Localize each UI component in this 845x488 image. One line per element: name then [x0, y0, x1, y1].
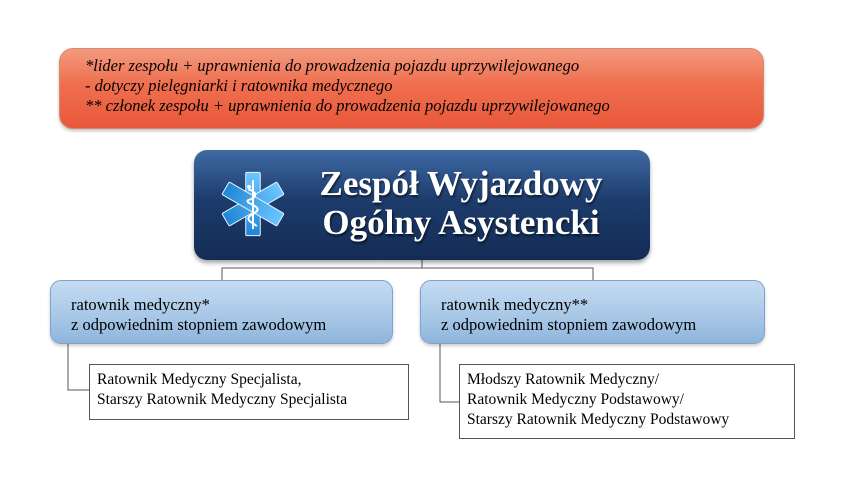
- ranks-box-leader: [89, 364, 409, 420]
- role-box-member: [420, 280, 765, 344]
- rank-item: Starszy Ratownik Medyczny Specjalista: [97, 391, 348, 408]
- star-of-life-icon: [220, 171, 286, 237]
- team-title-line-2: Ogólny Asystencki: [322, 203, 600, 242]
- team-title: [296, 164, 626, 242]
- role-box-leader: [50, 280, 393, 344]
- rank-item: Młodszy Ratownik Medyczny/: [467, 371, 660, 388]
- role-leader-subtitle: z odpowiednim stopniem zawodowym: [71, 315, 327, 334]
- footnote-line-3: ** członek zespołu + uprawnienia do prowadzenia pojazdu uprzywilejowanego: [85, 96, 610, 115]
- footnote-line-2: - dotyczy pielęgniarki i ratownika medycznego: [85, 76, 393, 95]
- role-member-title: ratownik medyczny**: [441, 295, 589, 314]
- role-member-subtitle: z odpowiednim stopniem zawodowym: [441, 315, 697, 334]
- team-title-box: [194, 150, 650, 260]
- ranks-box-member: [459, 364, 795, 439]
- role-leader-title: ratownik medyczny*: [71, 295, 210, 314]
- footnote-banner: [59, 48, 764, 129]
- rank-item: Ratownik Medyczny Podstawowy/: [467, 391, 684, 408]
- rank-item: Starszy Ratownik Medyczny Podstawowy: [467, 411, 730, 428]
- footnote-line-1: *lider zespołu + uprawnienia do prowadzenia pojazdu uprzywilejowanego: [85, 56, 580, 75]
- team-title-line-1: Zespół Wyjazdowy: [319, 164, 603, 203]
- rank-item: Ratownik Medyczny Specjalista,: [97, 371, 302, 388]
